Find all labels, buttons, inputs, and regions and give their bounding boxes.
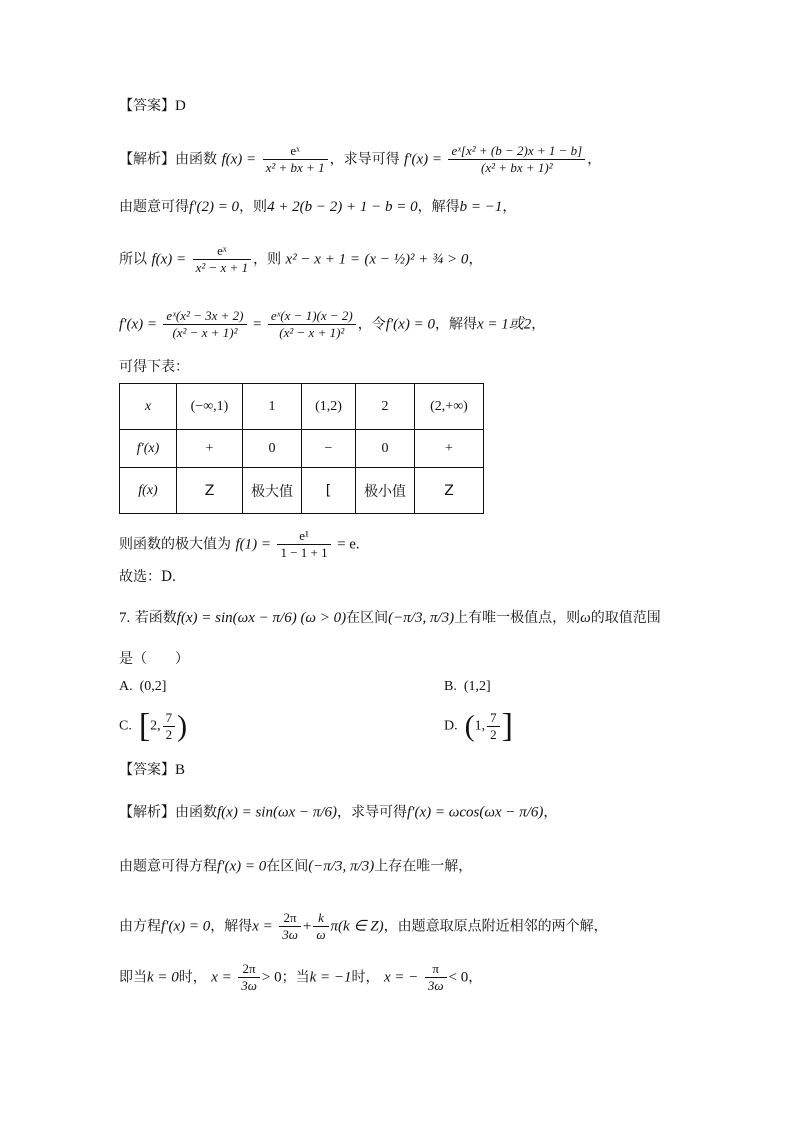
text: 由题意可得方程 <box>119 858 217 875</box>
text: ，则 <box>253 251 282 268</box>
text: 由方程 <box>119 918 161 935</box>
answer-line-1 <box>119 96 186 116</box>
analysis-1-line-4 <box>119 308 545 341</box>
numerator: 7 <box>163 710 176 727</box>
formula: > 0 <box>261 969 282 986</box>
formula: x = <box>211 969 232 986</box>
text: 故选：D. <box>119 569 177 585</box>
formula: + <box>302 918 312 935</box>
table-cell: 0 <box>356 430 415 468</box>
fraction <box>313 910 328 943</box>
denominator: (x² − x + 1)² <box>172 325 238 340</box>
fraction <box>279 910 301 943</box>
table-row <box>120 384 484 430</box>
analysis-2-line-4 <box>119 961 482 994</box>
denominator: 1 − 1 + 1 <box>280 545 328 560</box>
text: 在区间 <box>346 610 389 626</box>
formula: 4 + 2(b − 2) + 1 − b = 0 <box>267 199 418 215</box>
text: ，求导可得 <box>329 151 400 168</box>
table-cell: (1,2) <box>302 384 356 430</box>
formula: ωx − π/6 <box>277 804 333 821</box>
table-cell: f(x) <box>120 468 177 514</box>
analysis-2-line-1 <box>119 802 557 823</box>
denominator: x² + bx + 1 <box>265 160 325 175</box>
text: 则函数的极大值为 <box>119 536 231 553</box>
formula: f(x) = <box>151 251 187 268</box>
denominator: 3ω <box>427 978 444 993</box>
table-cell: + <box>177 430 243 468</box>
table-cell: − <box>302 430 356 468</box>
analysis-1-line-2 <box>119 197 516 217</box>
formula: f′(x) = 0 <box>161 918 211 935</box>
text: 的取值范围 <box>590 610 661 626</box>
text: ， <box>468 969 483 986</box>
table-cell: Z <box>177 468 243 514</box>
option-b <box>444 677 491 697</box>
text: ， <box>502 199 517 215</box>
table-cell: (−∞,1) <box>177 384 243 430</box>
analysis-1-line-6 <box>119 528 360 561</box>
formula: f(x) = <box>221 151 257 168</box>
analysis-2-line-2 <box>119 856 472 877</box>
formula: x² − x + 1 = <box>285 251 360 268</box>
denominator: 3ω <box>282 927 298 942</box>
fraction <box>277 528 330 561</box>
text: ；当 <box>281 969 310 986</box>
table-cell: 1 <box>243 384 302 430</box>
text: 在区间 <box>266 858 309 875</box>
fraction <box>487 710 500 743</box>
answer-label: 【答案】 <box>119 762 175 778</box>
answer-line-2 <box>119 760 185 780</box>
option-label: A. <box>119 679 133 694</box>
text: 由题意可得 <box>119 199 189 215</box>
text: ，则 <box>239 199 268 215</box>
formula: f(1) = <box>235 536 271 553</box>
text: ， <box>587 151 602 168</box>
table-row <box>120 430 484 468</box>
text: ，解得 <box>210 918 253 935</box>
text: 时， <box>178 969 207 986</box>
denominator: ω <box>316 927 326 942</box>
text: 由函数 <box>175 151 217 168</box>
text: ，求导可得 <box>337 804 408 821</box>
formula: f′(2) = 0 <box>189 199 240 215</box>
denominator: (x² + bx + 1)² <box>481 160 553 175</box>
formula: f′(x) = ωcos <box>407 804 480 821</box>
table-cell: 极大值 <box>243 468 302 514</box>
text: ， <box>468 251 483 268</box>
formula: k = −1 <box>309 969 352 986</box>
option-value: (1,2] <box>463 679 491 694</box>
fraction <box>163 308 246 341</box>
text: 若函数 <box>134 610 177 626</box>
formula: ω <box>580 610 591 626</box>
text: ， <box>543 804 558 821</box>
option-value: 1, <box>474 718 486 734</box>
analysis-label: 【解析】 <box>119 804 175 821</box>
formula: −π/3, π/3 <box>313 858 370 875</box>
denominator: 2 <box>490 727 497 742</box>
question-7-stem <box>119 608 661 628</box>
option-d <box>444 707 513 745</box>
analysis-1-line-1 <box>119 143 601 176</box>
text: 即当 <box>119 969 147 986</box>
question-number: 7. <box>119 610 131 626</box>
text: ， <box>531 316 546 333</box>
numerator: π <box>425 961 447 978</box>
option-label: D. <box>444 718 458 734</box>
fraction <box>163 710 176 743</box>
denominator: 2 <box>165 727 173 742</box>
analysis-1-line-3 <box>119 243 482 276</box>
text: ，由题意取原点附近相邻的两个解， <box>383 918 608 935</box>
analysis-label: 【解析】 <box>119 151 175 168</box>
formula: f′(x) = <box>119 316 157 333</box>
paren-glyph: ( <box>464 709 475 743</box>
text: ，解得 <box>417 199 460 215</box>
numerator: eˣ[x² + (b − 2)x + 1 − b] <box>448 143 585 160</box>
formula: x = − <box>383 969 419 986</box>
numerator: eˣ(x² − 3x + 2) <box>163 308 246 325</box>
option-c <box>119 707 188 745</box>
denominator: x² − x + 1 <box>195 260 249 275</box>
formula-arg: (−π/3, π/3) <box>308 858 375 875</box>
answer-label: 【答案】 <box>119 98 175 114</box>
text: 上存在唯一解， <box>374 858 473 875</box>
formula: (−π/3, π/3) <box>388 610 455 626</box>
fraction <box>425 961 447 994</box>
formula: k = 0 <box>147 969 179 986</box>
numerator: e¹ <box>277 528 330 545</box>
fraction <box>263 143 328 176</box>
formula: x = 1或2 <box>476 316 532 333</box>
formula: (x − ½)² + ¾ > 0 <box>364 251 469 268</box>
bracket-glyph: [ <box>138 707 151 745</box>
formula: f′(x) = <box>404 151 442 168</box>
fraction <box>268 308 356 341</box>
denominator: (x² − x + 1)² <box>279 325 345 340</box>
numerator: 2π <box>238 961 260 978</box>
formula-arg: (ωx − π/6) <box>479 804 544 821</box>
option-a <box>119 677 166 697</box>
formula: f′(x) = 0 <box>217 858 267 875</box>
bracket-glyph: ] <box>501 707 513 745</box>
formula: b = −1 <box>459 199 503 215</box>
formula: f(x) = sin(ωx − π/6) (ω > 0) <box>176 610 347 626</box>
table-cell: 0 <box>243 430 302 468</box>
option-label: B. <box>444 679 457 694</box>
formula: = <box>252 316 262 333</box>
formula: x = <box>252 918 273 935</box>
fraction <box>238 961 260 994</box>
numerator: eˣ <box>263 143 328 160</box>
denominator: 3ω <box>241 978 257 993</box>
answer-value: B <box>175 762 186 778</box>
formula: < 0 <box>448 969 469 986</box>
numerator: k <box>313 910 328 927</box>
table-cell: x <box>120 384 177 430</box>
formula: = e. <box>337 536 360 553</box>
text: 上有唯一极值点，则 <box>454 610 581 626</box>
formula: π(k ∈ Z) <box>330 918 384 935</box>
fraction <box>193 243 251 276</box>
analysis-1-line-7 <box>119 567 176 587</box>
formula: ωx − π/6 <box>484 804 539 821</box>
text: 时， <box>351 969 380 986</box>
table-row <box>120 468 484 514</box>
text: 由函数 <box>175 804 217 821</box>
table-cell: (2,+∞) <box>415 384 484 430</box>
text: 是（ ） <box>119 651 189 667</box>
paren-glyph: ) <box>177 709 188 743</box>
table-cell: 2 <box>356 384 415 430</box>
fraction <box>448 143 585 176</box>
numerator: eˣ(x − 1)(x − 2) <box>268 308 356 325</box>
sign-table <box>119 383 484 514</box>
formula: f(x) = sin <box>217 804 273 821</box>
table-cell: Z <box>415 468 484 514</box>
question-7-stem-line-2 <box>119 649 189 669</box>
text: 可得下表： <box>119 359 189 375</box>
text: 所以 <box>119 251 147 268</box>
text: ，解得 <box>434 316 477 333</box>
analysis-1-line-5 <box>119 357 189 377</box>
table-cell: + <box>415 430 484 468</box>
table-cell: 极小值 <box>356 468 415 514</box>
formula: f′(x) = 0 <box>385 316 435 333</box>
formula-arg: (ωx − π/6) <box>272 804 338 821</box>
numerator: 2π <box>279 910 301 927</box>
table-cell: f′(x) <box>120 430 177 468</box>
text: ，令 <box>357 316 386 333</box>
answer-value: D <box>175 98 186 114</box>
analysis-2-line-3 <box>119 910 608 943</box>
numerator: eˣ <box>193 243 251 260</box>
option-label: C. <box>119 718 132 734</box>
option-value: (0,2] <box>139 679 167 694</box>
table-cell: [ <box>302 468 356 514</box>
numerator: 7 <box>487 710 500 727</box>
option-value: 2, <box>150 718 161 734</box>
